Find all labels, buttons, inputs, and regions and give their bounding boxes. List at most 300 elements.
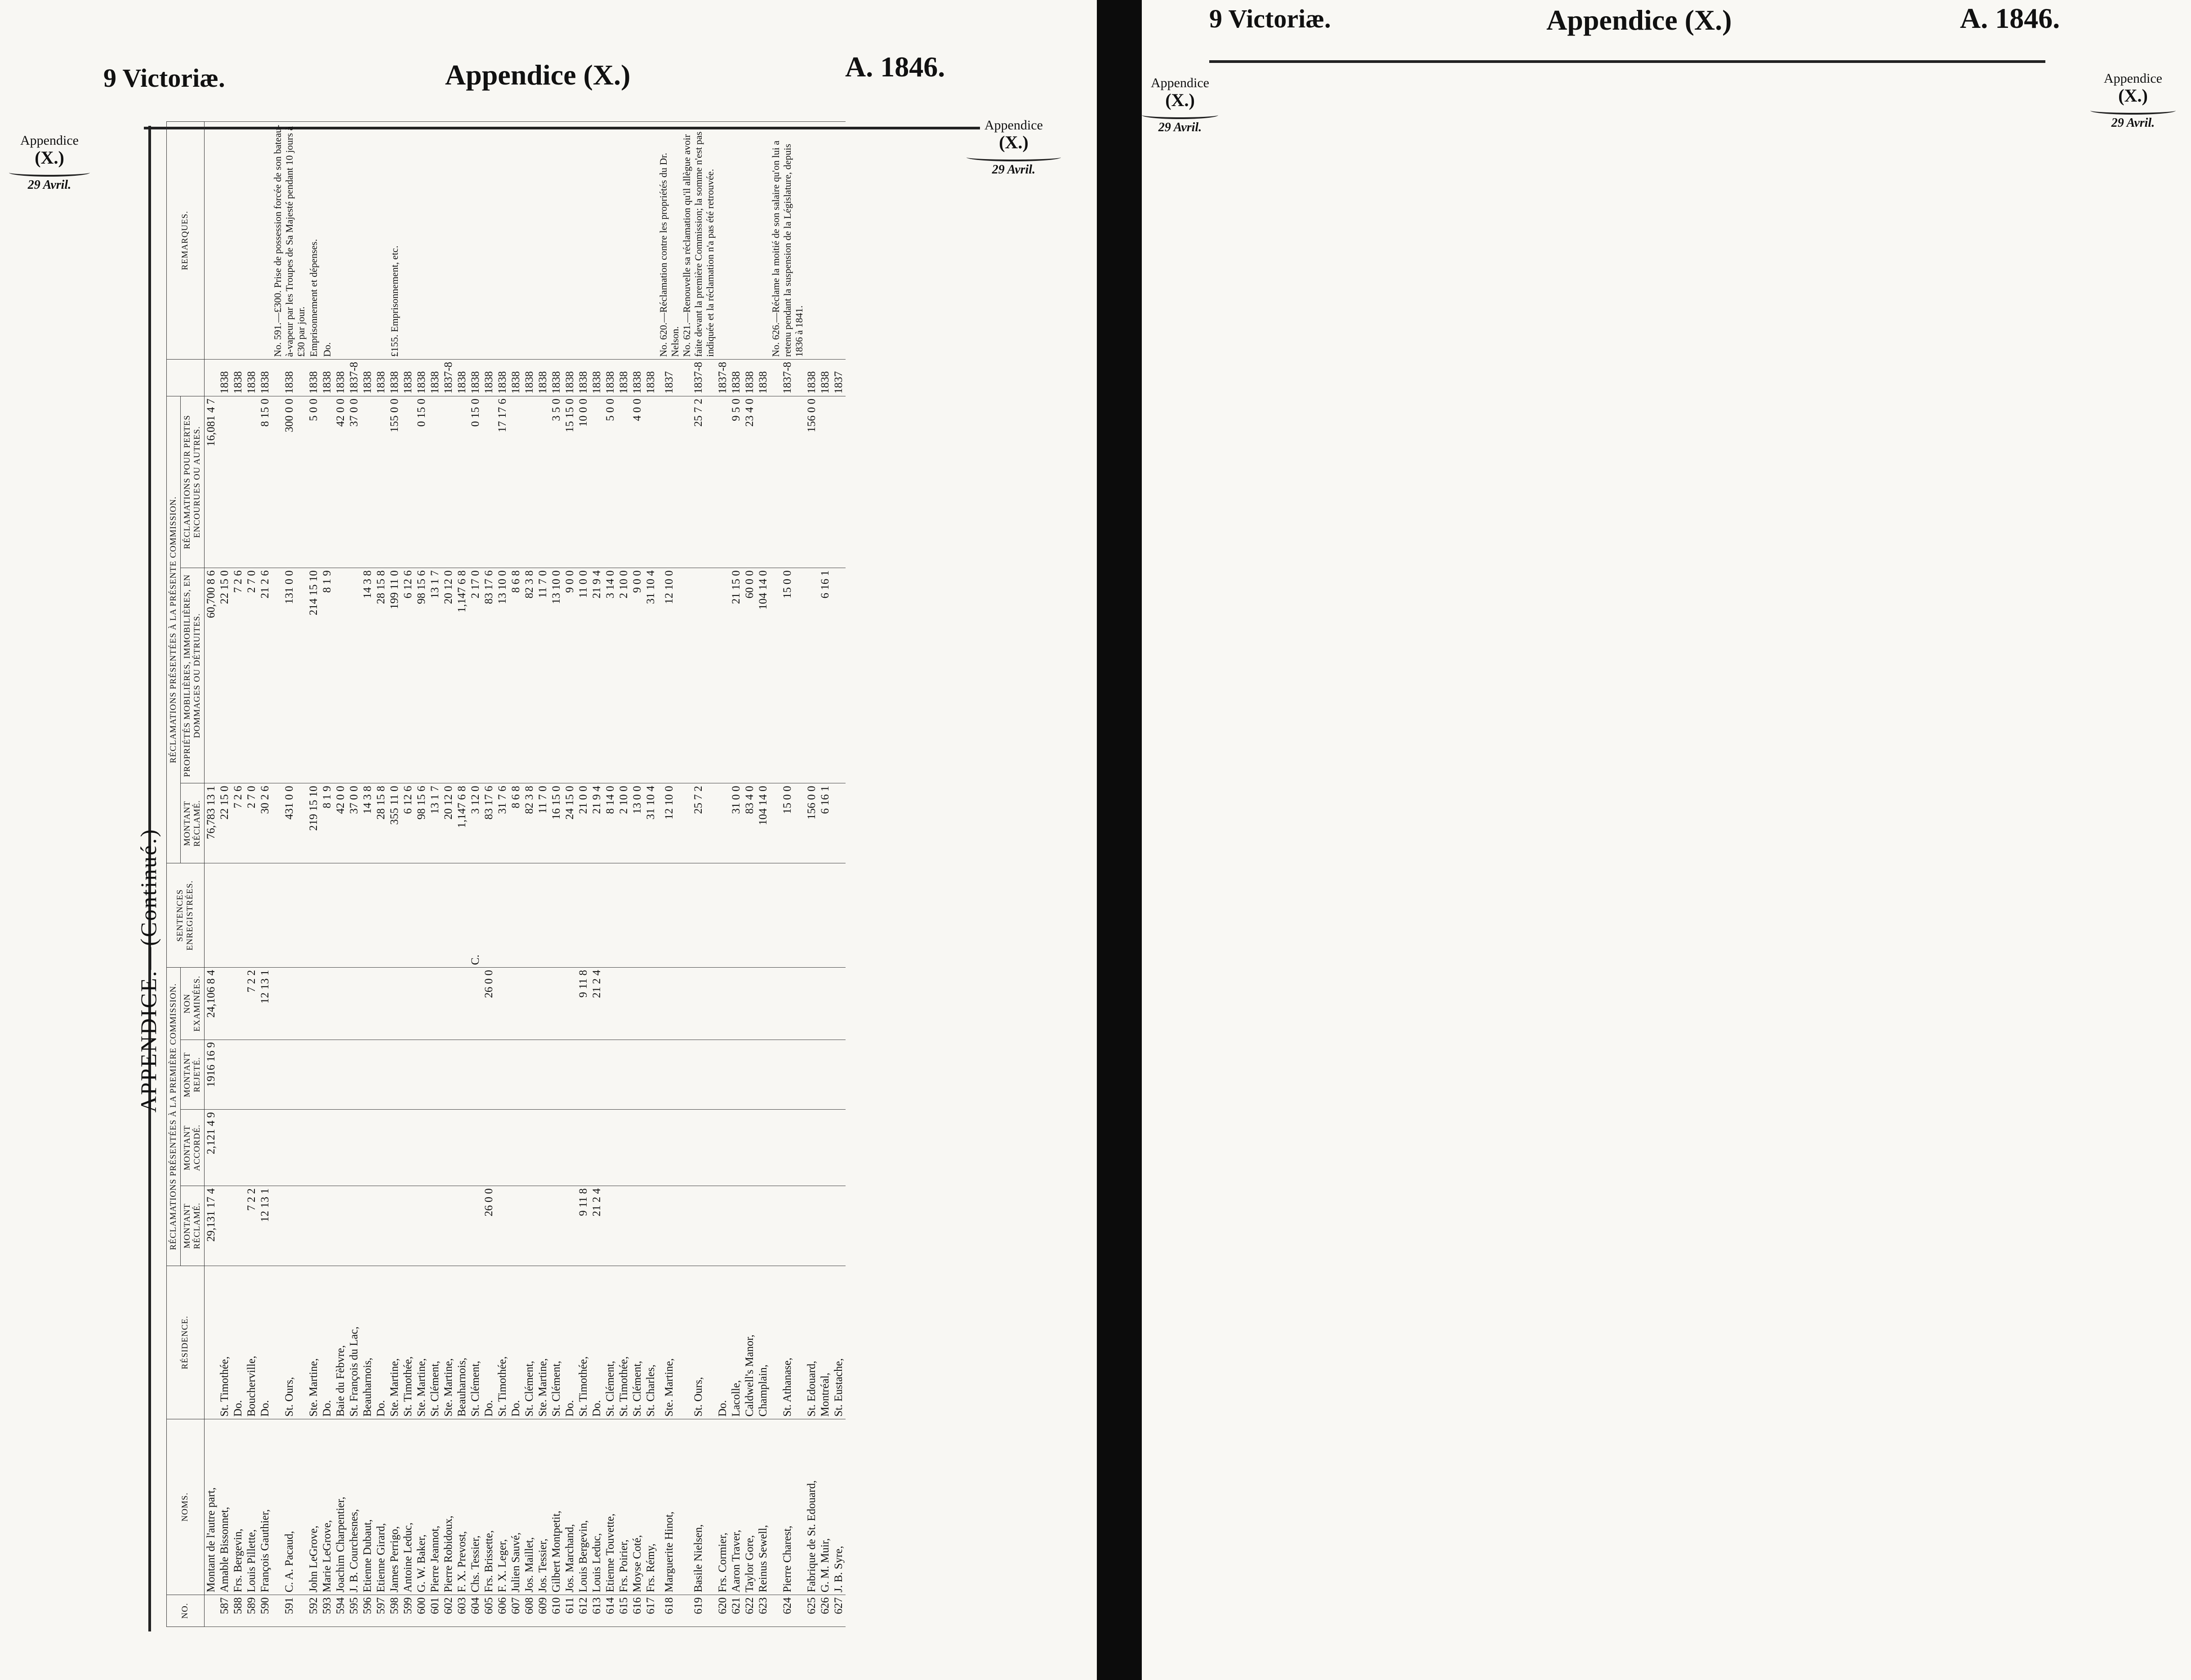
row-no: 627 [832,1595,846,1627]
row-proprietes: 13 10 0 [496,568,509,783]
row-name: Frs. Poirier, [617,1419,631,1595]
row-annee: 1838 [550,360,563,396]
row-annee: 1838 [334,360,347,396]
row-montant-reclame [644,1186,658,1266]
row-montant-accorde [442,1110,455,1186]
row-montant-rejete [617,1040,631,1110]
row-montant-rejete [757,1040,770,1110]
row-montant-reclame-2: 3 12 0 [469,783,482,863]
row-montant-accorde [743,1110,757,1186]
margin-note-date: 29 Avril. [1158,120,1202,134]
row-name: Julien Sauvé, [509,1419,523,1595]
row-remarque [590,122,604,360]
row-name: Aaron Traver, [730,1419,743,1595]
row-montant-accorde [482,1110,496,1186]
group-first-commission: RÉCLAMATIONS PRÉSENTÉES À LA PREMIÈRE COMMISSION. [167,968,181,1266]
row-proprietes [832,568,846,783]
row-montant-rejete [550,1040,563,1110]
row-remarque [374,122,388,360]
row-reclamations-pertes [523,396,536,568]
row-proprietes: 2 17 0 [469,568,482,783]
row-no [204,1595,218,1627]
row-montant-reclame-2: 42 0 0 [334,783,347,863]
row-residence: Ste. Martine, [536,1266,550,1419]
row-annee: 1838 [388,360,401,396]
row-montant-rejete [245,1040,258,1110]
row-reclamations-pertes [455,396,469,568]
row-sentence [245,863,258,968]
row-montant-rejete [415,1040,428,1110]
table-row [523,122,536,1627]
row-reclamations-pertes: 25 7 2 [681,396,716,568]
col-reclamations-pertes: RÉCLAMATIONS POUR PERTES ENCOURUES OU AUTRES. [180,396,204,568]
row-non-examinees [334,968,347,1040]
row-reclamations-pertes: 0 15 0 [415,396,428,568]
table-row [770,122,805,1627]
row-non-examinees: 21 2 4 [590,968,604,1040]
row-non-examinees [361,968,374,1040]
margin-note-label: (X.) [2118,85,2148,106]
row-non-examinees [509,968,523,1040]
row-montant-reclame-2: 76,783 13 1 [204,783,218,863]
row-montant-rejete [644,1040,658,1110]
row-montant-reclame-2: 431 0 0 [272,783,307,863]
row-no: 616 [631,1595,644,1627]
row-remarque [805,122,819,360]
row-montant-rejete [347,1040,361,1110]
row-no: 602 [442,1595,455,1627]
row-no: 588 [232,1595,245,1627]
row-sentence [307,863,321,968]
row-montant-reclame-2: 21 0 0 [577,783,590,863]
row-residence: Ste. Martine, [307,1266,321,1419]
page-gutter [1097,0,1142,1680]
row-sentence [455,863,469,968]
table-row [455,122,469,1627]
row-reclamations-pertes [482,396,496,568]
row-residence: Do. [482,1266,496,1419]
row-non-examinees [469,968,482,1040]
row-sentence [388,863,401,968]
row-reclamations-pertes: 15 15 0 [563,396,577,568]
row-annee: 1838 [644,360,658,396]
row-residence: St. Clément, [550,1266,563,1419]
row-annee: 1838 [361,360,374,396]
row-montant-reclame: 21 2 4 [590,1186,604,1266]
row-montant-reclame-2: 21 9 4 [590,783,604,863]
row-annee: 1838 [321,360,334,396]
row-sentence [681,863,716,968]
row-name: Pierre Jeannot, [428,1419,442,1595]
row-montant-rejete [496,1040,509,1110]
row-montant-rejete [563,1040,577,1110]
row-reclamations-pertes: 9 5 0 [730,396,743,568]
row-non-examinees [374,968,388,1040]
row-remarque [415,122,428,360]
col-non-examinees: NON EXAMINÉES. [180,968,204,1040]
row-montant-reclame [455,1186,469,1266]
row-montant-accorde [577,1110,590,1186]
row-montant-accorde [730,1110,743,1186]
row-proprietes: 60,700 8 6 [204,568,218,783]
margin-note-label: (X.) [999,132,1029,152]
row-annee: 1838 [482,360,496,396]
table-row [658,122,681,1627]
margin-brace [9,169,90,177]
col-sentences: SENTENCES ENREGISTRÉES. [167,863,205,968]
row-reclamations-pertes [401,396,415,568]
row-sentence [523,863,536,968]
row-montant-accorde [496,1110,509,1186]
row-montant-rejete [374,1040,388,1110]
table-row [415,122,428,1627]
row-residence [204,1266,218,1419]
row-non-examinees [563,968,577,1040]
row-non-examinees [428,968,442,1040]
row-montant-reclame [523,1186,536,1266]
row-proprietes: 98 15 6 [415,568,428,783]
row-annee: 1838 [218,360,232,396]
page-header-right: A. 1846. [845,51,945,83]
row-reclamations-pertes [232,396,245,568]
row-montant-accorde [374,1110,388,1186]
row-no: 615 [617,1595,631,1627]
row-residence: St. Clément, [428,1266,442,1419]
row-sentence [563,863,577,968]
row-montant-rejete [743,1040,757,1110]
table-row [204,122,218,1627]
row-name: Pierre Charest, [770,1419,805,1595]
right-page [1142,0,2191,1680]
row-montant-accorde [307,1110,321,1186]
row-remarque [577,122,590,360]
row-annee: 1837-8 [442,360,455,396]
row-no: 590 [258,1595,272,1627]
row-montant-reclame [469,1186,482,1266]
row-montant-rejete [716,1040,730,1110]
row-residence: Ste. Martine, [388,1266,401,1419]
row-proprietes: 15 0 0 [770,568,805,783]
row-remarque [361,122,374,360]
row-residence: Beauharnois, [361,1266,374,1419]
row-annee: 1838 [455,360,469,396]
row-proprietes [681,568,716,783]
row-montant-accorde [272,1110,307,1186]
col-annee [167,360,205,396]
row-remarque [631,122,644,360]
row-residence: Ste. Martine, [442,1266,455,1419]
row-proprietes: 1,147 6 8 [455,568,469,783]
row-remarque [536,122,550,360]
row-proprietes: 3 14 0 [604,568,617,783]
col-residence: RÉSIDENCE. [167,1266,205,1419]
row-non-examinees: 9 11 8 [577,968,590,1040]
row-reclamations-pertes [536,396,550,568]
page-header-center: Appendice (X.) [1546,4,1732,36]
row-name: Louis Leduc, [590,1419,604,1595]
row-reclamations-pertes [716,396,730,568]
row-montant-reclame-2: 219 15 10 [307,783,321,863]
row-proprietes [347,568,361,783]
row-no: 605 [482,1595,496,1627]
row-reclamations-pertes [658,396,681,568]
row-no: 589 [245,1595,258,1627]
row-montant-reclame-2: 6 16 1 [819,783,832,863]
row-proprietes: 21 15 0 [730,568,743,783]
table-row [743,122,757,1627]
row-no: 611 [563,1595,577,1627]
row-sentence [321,863,334,968]
row-no: 612 [577,1595,590,1627]
row-reclamations-pertes [644,396,658,568]
row-remarque [258,122,272,360]
left-ledger-table [166,121,846,1627]
row-remarque: £155. Emprisonnement, etc. [388,122,401,360]
row-montant-reclame [819,1186,832,1266]
row-residence: Ste. Martine, [415,1266,428,1419]
row-reclamations-pertes: 5 0 0 [307,396,321,568]
row-no: 623 [757,1595,770,1627]
row-remarque [347,122,361,360]
row-residence: St. Clément, [523,1266,536,1419]
row-montant-rejete [321,1040,334,1110]
row-montant-rejete [681,1040,716,1110]
row-montant-rejete [469,1040,482,1110]
row-non-examinees: 7 2 2 [245,968,258,1040]
row-sentence [617,863,631,968]
row-name: F. X. Leger, [496,1419,509,1595]
row-residence: St. Timothée, [496,1266,509,1419]
row-montant-reclame: 29,131 17 4 [204,1186,218,1266]
row-annee: 1838 [496,360,509,396]
row-annee: 1838 [401,360,415,396]
margin-note-label: (X.) [1165,90,1195,110]
row-montant-reclame [347,1186,361,1266]
row-no: 608 [523,1595,536,1627]
row-no: 619 [681,1595,716,1627]
row-montant-accorde [832,1110,846,1186]
row-remarque [743,122,757,360]
row-name: Moyse Coté, [631,1419,644,1595]
row-montant-reclame [536,1186,550,1266]
margin-note-title: Appendice [20,133,79,148]
row-annee: 1838 [245,360,258,396]
margin-note-left [1142,76,1223,135]
table-row [321,122,334,1627]
row-montant-reclame [334,1186,347,1266]
row-montant-rejete [218,1040,232,1110]
row-montant-reclame-2: 22 15 0 [218,783,232,863]
row-non-examinees [716,968,730,1040]
row-sentence [334,863,347,968]
row-reclamations-pertes [509,396,523,568]
row-residence: St. Charles, [644,1266,658,1419]
row-proprietes: 83 17 6 [482,568,496,783]
row-annee: 1838 [617,360,631,396]
row-montant-reclame-2: 13 1 7 [428,783,442,863]
row-montant-rejete [730,1040,743,1110]
row-residence: St. Eustache, [832,1266,846,1419]
row-proprietes: 11 7 0 [536,568,550,783]
row-montant-reclame [509,1186,523,1266]
row-montant-accorde [415,1110,428,1186]
margin-note-date: 29 Avril. [27,178,71,192]
row-non-examinees [272,968,307,1040]
row-remarque: No. 620.—Réclamation contre les propriétés du Dr. Nelson. [658,122,681,360]
row-montant-reclame [321,1186,334,1266]
row-sentence [401,863,415,968]
margin-note-date: 29 Avril. [992,163,1036,177]
row-name: Fabrique de St. Edouard, [805,1419,819,1595]
row-montant-reclame [232,1186,245,1266]
row-remarque [757,122,770,360]
row-non-examinees [617,968,631,1040]
row-montant-reclame [770,1186,805,1266]
row-name: G. M. Muir, [819,1419,832,1595]
table-row [245,122,258,1627]
row-montant-reclame-2: 30 2 6 [258,783,272,863]
row-montant-accorde [347,1110,361,1186]
row-montant-reclame [631,1186,644,1266]
row-annee: 1837-8 [347,360,361,396]
row-montant-rejete [442,1040,455,1110]
margin-brace [2090,107,2176,115]
row-annee: 1837 [658,360,681,396]
row-montant-accorde [770,1110,805,1186]
row-sentence [374,863,388,968]
table-row [757,122,770,1627]
row-residence: Do. [374,1266,388,1419]
row-montant-rejete [604,1040,617,1110]
row-no: 591 [272,1595,307,1627]
table-row [469,122,482,1627]
row-non-examinees [307,968,321,1040]
row-montant-reclame-2: 1,147 6 8 [455,783,469,863]
row-montant-rejete [307,1040,321,1110]
row-residence: St. Timothée, [218,1266,232,1419]
row-proprietes: 8 1 9 [321,568,334,783]
row-montant-reclame [617,1186,631,1266]
row-proprietes: 9 0 0 [563,568,577,783]
row-montant-reclame-2: 8 1 9 [321,783,334,863]
row-name: James Perrigo, [388,1419,401,1595]
row-montant-reclame-2 [716,783,730,863]
row-montant-reclame-2: 15 0 0 [770,783,805,863]
row-name: John LeGrove, [307,1419,321,1595]
row-proprietes: 104 14 0 [757,568,770,783]
row-no: 587 [218,1595,232,1627]
table-row [716,122,730,1627]
row-proprietes: 60 0 0 [743,568,757,783]
row-residence: St. François du Lac, [347,1266,361,1419]
row-non-examinees [819,968,832,1040]
row-montant-rejete [509,1040,523,1110]
row-name: Pierre Robidoux, [442,1419,455,1595]
row-proprietes: 14 3 8 [361,568,374,783]
row-montant-reclame [681,1186,716,1266]
row-no: 613 [590,1595,604,1627]
row-remarque [496,122,509,360]
table-row [334,122,347,1627]
margin-note-title: Appendice [2104,71,2162,86]
row-residence: Champlain, [757,1266,770,1419]
row-no: 622 [743,1595,757,1627]
table-row [272,122,307,1627]
row-non-examinees [681,968,716,1040]
row-montant-rejete [819,1040,832,1110]
row-montant-rejete [361,1040,374,1110]
row-proprietes: 28 15 8 [374,568,388,783]
row-no: 601 [428,1595,442,1627]
row-proprietes: 20 12 0 [442,568,455,783]
row-montant-reclame-2: 11 7 0 [536,783,550,863]
row-montant-reclame-2: 7 2 6 [232,783,245,863]
row-no: 594 [334,1595,347,1627]
row-sentence [743,863,757,968]
row-name: François Gauthier, [258,1419,272,1595]
row-remarque [832,122,846,360]
row-non-examinees [770,968,805,1040]
row-montant-accorde [523,1110,536,1186]
table-row [617,122,631,1627]
row-montant-rejete [658,1040,681,1110]
col-no: NO. [167,1595,205,1627]
row-name: Etienne Girard, [374,1419,388,1595]
row-non-examinees [218,968,232,1040]
row-non-examinees [321,968,334,1040]
row-no: 620 [716,1595,730,1627]
table-row [347,122,361,1627]
row-residence: St. Ours, [681,1266,716,1419]
row-non-examinees [415,968,428,1040]
row-no: 617 [644,1595,658,1627]
row-sentence [819,863,832,968]
row-montant-rejete [805,1040,819,1110]
table-row [442,122,455,1627]
row-proprietes: 22 15 0 [218,568,232,783]
row-name: Louis Pillette, [245,1419,258,1595]
row-annee: 1838 [730,360,743,396]
row-name: Frs. Brissette, [482,1419,496,1595]
table-row [388,122,401,1627]
row-montant-reclame [805,1186,819,1266]
row-montant-accorde [681,1110,716,1186]
row-montant-reclame-2: 20 12 0 [442,783,455,863]
row-montant-rejete [232,1040,245,1110]
row-remarque [604,122,617,360]
row-proprietes: 2 7 0 [245,568,258,783]
margin-brace [1142,111,1218,119]
row-reclamations-pertes: 10 0 0 [577,396,590,568]
row-remarque [482,122,496,360]
row-sentence [536,863,550,968]
row-name: G. W. Baker, [415,1419,428,1595]
row-residence: Caldwell's Manor, [743,1266,757,1419]
row-name: Joachim Charpentier, [334,1419,347,1595]
row-sentence [361,863,374,968]
row-no: 598 [388,1595,401,1627]
row-montant-rejete [258,1040,272,1110]
row-montant-rejete [334,1040,347,1110]
row-name: Jos. Tessier, [536,1419,550,1595]
table-row [577,122,590,1627]
table-row [496,122,509,1627]
row-montant-reclame [832,1186,846,1266]
row-montant-rejete [590,1040,604,1110]
row-annee: 1838 [258,360,272,396]
row-remarque [401,122,415,360]
table-row [644,122,658,1627]
